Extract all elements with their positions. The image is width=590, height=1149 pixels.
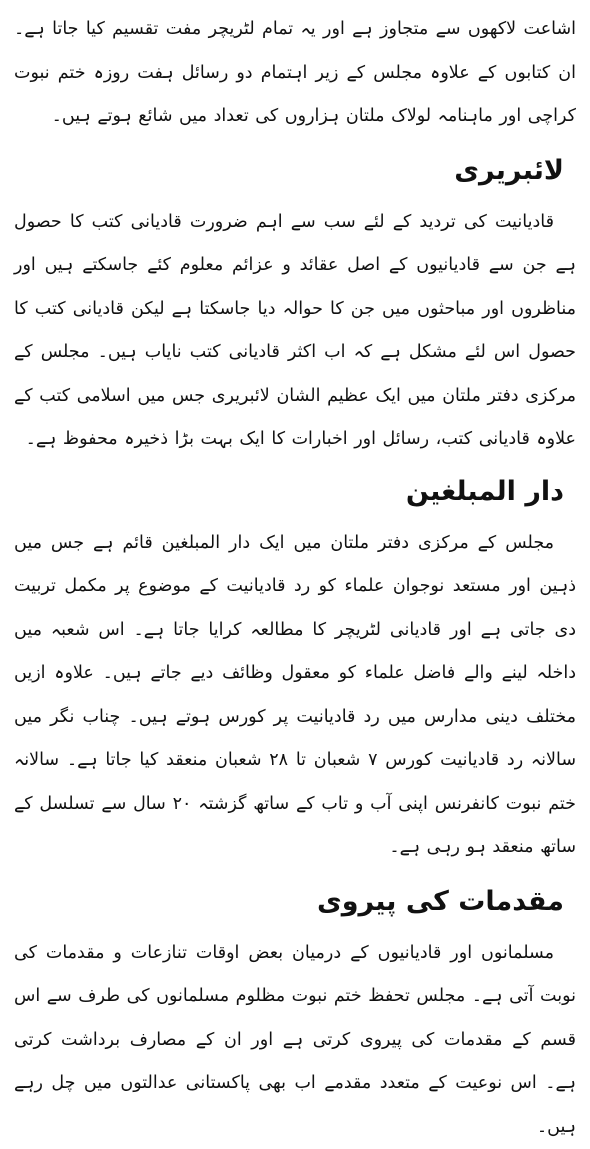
intro-paragraph: اشاعت لاکھوں سے متجاوز ہے اور یہ تمام لٹریچر مفت تقسیم کیا جاتا ہے۔ ان کتابوں کے علاوہ مجلس کے زیر اہتمام دو رسائل ہفت روزہ ختم نبوت کراچی اور ماہنامہ لولاک ملتان ہزاروں کی تعداد میں شائع ہوتے ہیں۔ xyxy=(14,8,576,139)
section-heading-darul-muballigheen: دار المبلغین xyxy=(14,462,576,522)
section-heading-court-cases: مقدمات کی پیروی xyxy=(14,872,576,932)
section-paragraph-library: قادیانیت کی تردید کے لئے سب سے اہم ضرورت قادیانی کتب کا حصول ہے جن سے قادیانیوں کے اصل عقائد و عزائم معلوم کئے جاسکتے ہیں اور مناظروں اور مباحثوں میں جن کا حوالہ دیا جاسکتا ہے لیکن قادیانی کتب کا حصول اس لئے مشکل ہے کہ اب اکثر قادیانی کتب نایاب ہیں۔ مجلس کے مرکزی دفتر ملتان میں ایک عظیم الشان لائبریری جس میں اسلامی کتب کے علاوہ قادیانی کتب، رسائل اور اخبارات کا ایک بہت بڑا ذخیرہ محفوظ ہے۔ xyxy=(14,201,576,462)
section-heading-library: لائبریری xyxy=(14,141,576,201)
section-paragraph-court-cases: مسلمانوں اور قادیانیوں کے درمیان بعض اوقات تنازعات و مقدمات کی نوبت آتی ہے۔ مجلس تحفظ ختم نبوت مظلوم مسلمانوں کی طرف سے اس قسم کے مقدمات کی پیروی کرتی ہے اور ان کے مصارف برداشت کرتی ہے۔ اس نوعیت کے متعدد مقدمے اب بھی پاکستانی عدالتوں میں چل رہے ہیں۔ xyxy=(14,932,576,1149)
section-paragraph-darul-muballigheen: مجلس کے مرکزی دفتر ملتان میں ایک دار المبلغین قائم ہے جس میں ذہین اور مستعد نوجوان علماء کو رد قادیانیت کے موضوع پر مکمل تربیت دی جاتی ہے اور قادیانی لٹریچر کا مطالعہ کرایا جاتا ہے۔ اس شعبہ میں داخلہ لینے والے فاضل علماء کو معقول وظائف دیے جاتے ہیں۔ علاوہ ازیں مختلف دینی مدارس میں رد قادیانیت پر کورس ہوتے ہیں۔ چناب نگر میں سالانہ رد قادیانیت کورس ۷ شعبان تا ۲۸ شعبان منعقد کیا جاتا ہے۔ سالانہ ختم نبوت کانفرنس اپنی آب و تاب کے ساتھ گزشتہ ۲۰ سال سے تسلسل کے ساتھ منعقد ہو رہی ہے۔ xyxy=(14,522,576,870)
